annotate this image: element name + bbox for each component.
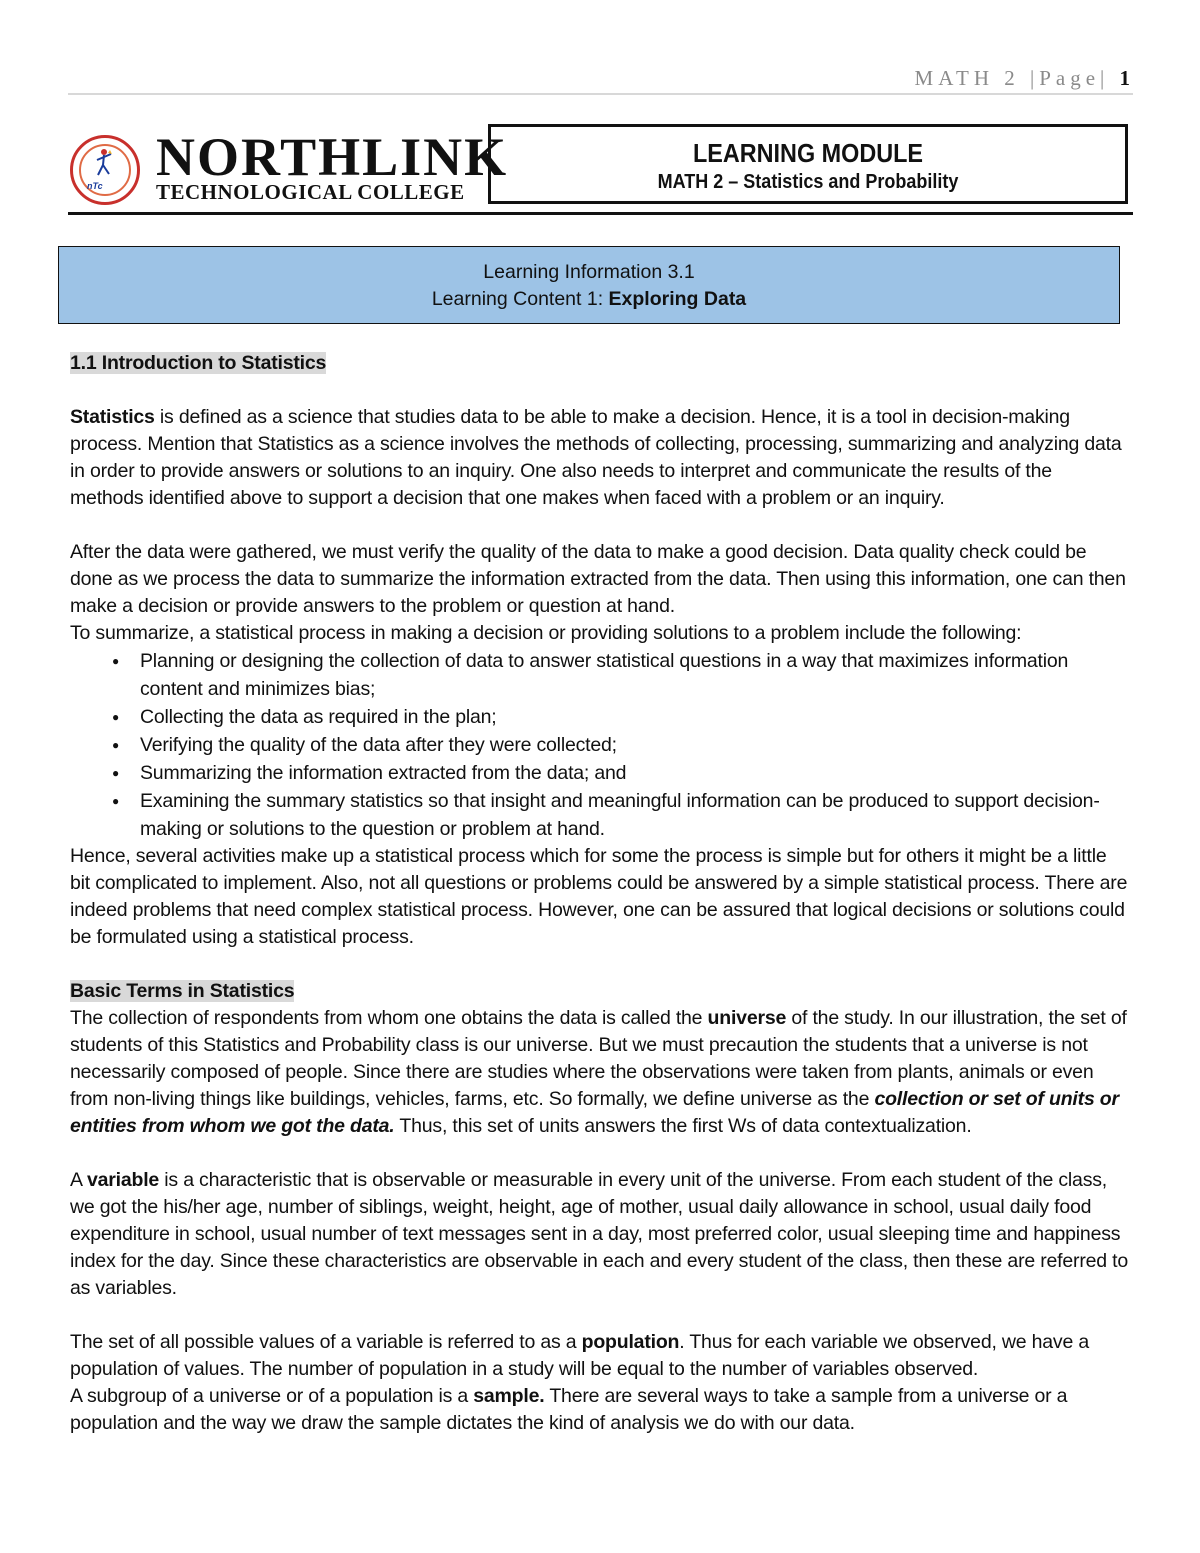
paragraph-text: . Thus for each variable we observed, we have a population of values. The number of population in a study will be equal to the number of variables observed. — [70, 1331, 1089, 1380]
learning-info-line2 — [59, 286, 1119, 313]
paragraph-text: A — [70, 1169, 87, 1191]
paragraph-text: is a characteristic that is observable or measurable in every unit of the universe. From each student of the class, we got the his/her age, number of siblings, weight, height, age of mother, usual daily allowance in school, usual daily food expenditure in school, usual number of text messages sent in a day, most preferred color, usual sleeping time and happiness index for the day. Since these characteristics are observable in each and every student of the class, then these are referred to as variables. — [70, 1169, 1128, 1299]
paragraph-text: There are several ways to take a sample from a universe or a population and the way we draw the sample dictates the kind of analysis we do with our data. — [70, 1385, 1068, 1434]
paragraph-data-quality: After the data were gathered, we must verify the quality of the data to make a good decision. Data quality check could be done as we process the data to summarize the information extracted from the data. Then using this information, one can then make a decision or provide answers to the problem or question at hand. — [70, 541, 1126, 617]
term-population: population — [581, 1331, 680, 1353]
paragraph-population — [70, 1329, 1130, 1383]
term-sample: sample. — [473, 1385, 545, 1407]
list-item: ● Planning or designing the collection of data to answer statistical questions in a way that maximizes information content and minimizes bias; — [140, 647, 1130, 703]
paragraph-text: Thus, this set of units answers the first Ws of data contextualization. — [394, 1115, 972, 1137]
module-subtitle: MATH 2 – Statistics and Probability — [657, 171, 959, 193]
paragraph-text: of the study. In our illustration, the set of students of this Statistics and Probability class is our universe. But we must precaution the students that a universe is not necessarily composed of people. Since there are studies where the observations were taken from plants, animals or even from non-living things like buildings, vehicles, farms, etc. So formally, we define universe as the — [70, 1007, 1127, 1110]
paragraph-text: A subgroup of a universe or of a population is a — [70, 1385, 474, 1407]
paragraph-sample — [70, 1383, 1130, 1437]
term-variable: variable — [86, 1169, 160, 1191]
term-statistics: Statistics — [70, 406, 155, 428]
logo-badge-text: nTc — [87, 181, 103, 191]
learning-info-box — [58, 246, 1120, 324]
page-number: 1 — [1119, 66, 1130, 90]
list-item: ● Summarizing the information extracted from the data; and — [140, 759, 1130, 787]
page-header-label: MATH 2 |Page| — [914, 66, 1110, 90]
runner-figure-icon — [95, 148, 113, 178]
paragraph-statistics-definition — [70, 404, 1130, 512]
college-seal-icon — [70, 135, 140, 205]
learning-content-label: Learning Content 1: — [431, 288, 609, 310]
document-body — [70, 350, 1130, 1437]
statistical-process-list — [70, 647, 1130, 843]
paragraph-text: The collection of respondents from whom one obtains the data is called the — [70, 1007, 708, 1029]
term-universe: universe — [707, 1007, 787, 1029]
learning-content-topic: Exploring Data — [608, 288, 747, 310]
module-title-box — [488, 124, 1128, 204]
section-heading-basic-terms: Basic Terms in Statistics — [70, 980, 295, 1002]
module-title: LEARNING MODULE — [692, 138, 924, 168]
paragraph-summary-intro: To summarize, a statistical process in making a decision or providing solutions to a problem include the following: — [70, 622, 1022, 644]
list-item: ● Verifying the quality of the data after they were collected; — [140, 731, 1130, 759]
header-divider — [68, 212, 1133, 215]
paragraph-variable — [70, 1167, 1130, 1302]
college-subtitle: TECHNOLOGICAL COLLEGE — [156, 180, 465, 204]
college-logo-block — [68, 127, 509, 212]
paragraph-text: The set of all possible values of a variable is referred to as a — [70, 1331, 582, 1353]
paragraph-text: is defined as a science that studies data to be able to make a decision. Hence, it is a tool in decision-making process. Mention that Statistics as a science involves the methods of collecting, processing, summarizing and analyzing data in order to provide answers or solutions to an inquiry. One also needs to interpret and communicate the results of the methods identified above to support a decision that one makes when faced with a problem or an inquiry. — [70, 406, 1122, 509]
universe-definition: collection or set of units or entities from whom we got the data. — [70, 1088, 1119, 1137]
page-header — [915, 66, 1130, 91]
header-rule — [68, 93, 1133, 95]
college-name: NORTHLINK — [156, 127, 509, 187]
list-item: ● Collecting the data as required in the plan; — [140, 703, 1130, 731]
paragraph-activities: Hence, several activities make up a statistical process which for some the process is simple but for others it might be a little bit complicated to implement. Also, not all questions or problems could be answered by a simple statistical process. There are indeed problems that need complex statistical process. However, one can be assured that logical decisions or solutions could be formulated using a statistical process. — [70, 845, 1128, 948]
learning-info-line1: Learning Information 3.1 — [483, 261, 695, 283]
paragraph-universe — [70, 1005, 1130, 1140]
section-heading-intro: 1.1 Introduction to Statistics — [70, 352, 327, 374]
list-item: ● Examining the summary statistics so that insight and meaningful information can be produced to support decision-making or solutions to the question or problem at hand. — [140, 787, 1130, 843]
